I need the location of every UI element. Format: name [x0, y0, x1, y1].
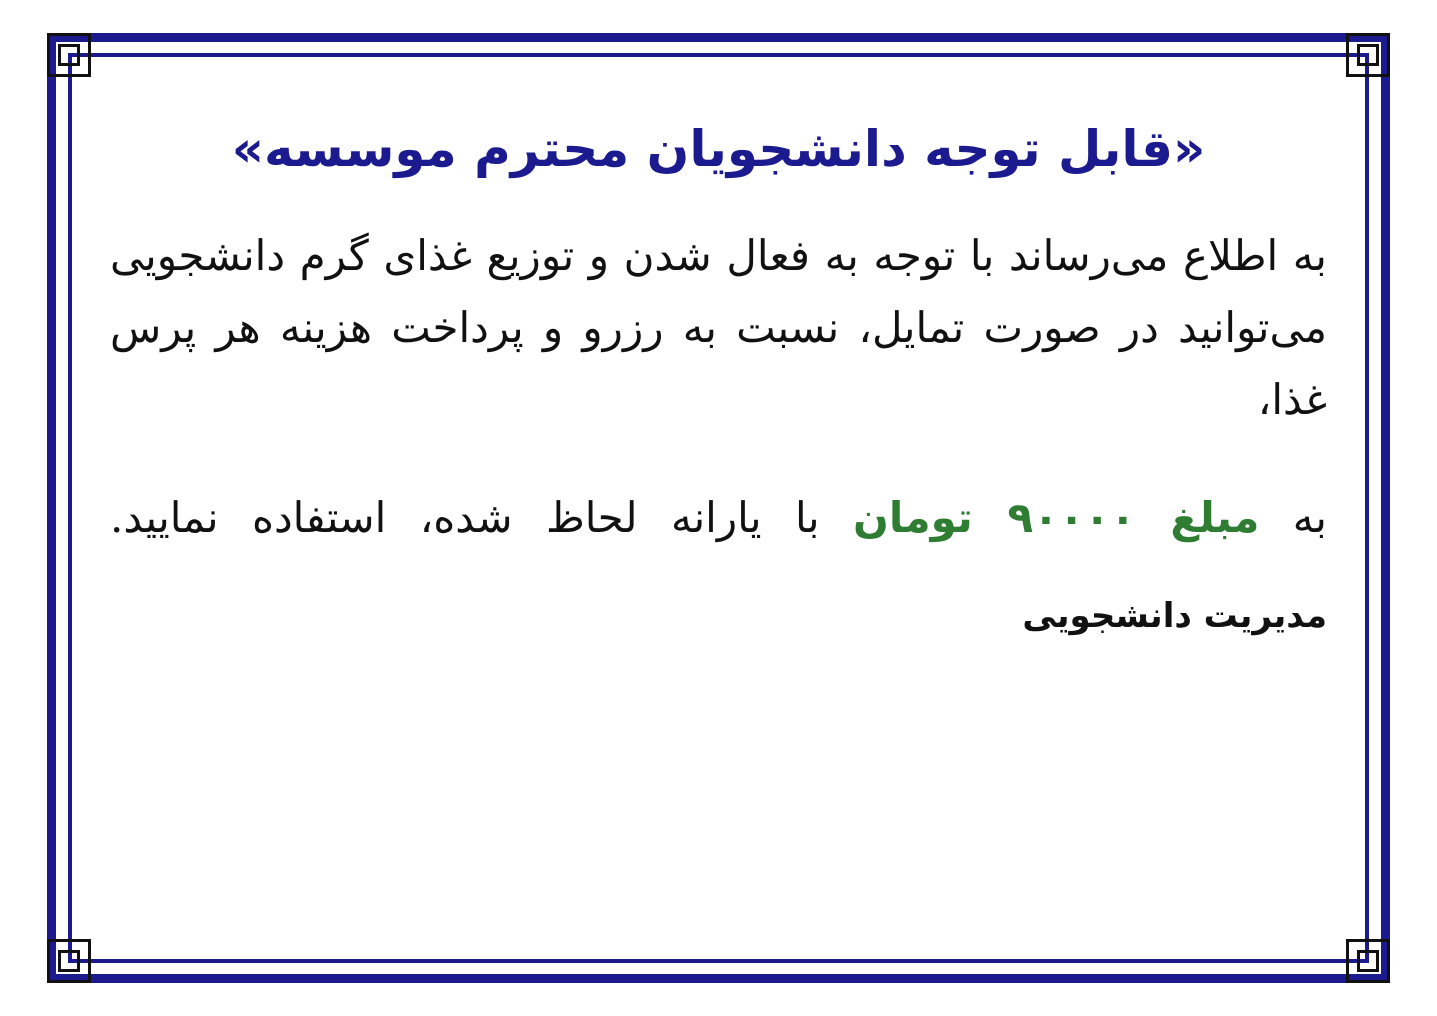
announcement-paragraph: به اطلاع می‌رساند با توجه به فعال شدن و توزیع غذای گرم دانشجویی می‌توانید در صورت تمایل، نسبت به رزرو و پرداخت هزینه هر پرس غذا، — [110, 230, 1327, 424]
corner-ornament-inner-top-right-icon — [1357, 44, 1379, 66]
price-notice-prefix: به — [1259, 493, 1327, 543]
corner-ornament-inner-top-left-icon — [58, 44, 80, 66]
price-amount: مبلغ ۹۰۰۰۰ تومان — [852, 493, 1260, 543]
signature-line: مدیریت دانشجویی — [1022, 595, 1327, 636]
price-notice-paragraph — [110, 482, 1327, 553]
corner-ornament-inner-bottom-left-icon — [58, 950, 80, 972]
corner-ornament-inner-bottom-right-icon — [1357, 950, 1379, 972]
poster-content — [110, 95, 1327, 921]
page-title: «قابل توجه دانشجویان محترم موسسه» — [231, 120, 1206, 178]
price-notice-suffix: با یارانه لحاظ شده، استفاده نمایید. — [110, 493, 853, 543]
